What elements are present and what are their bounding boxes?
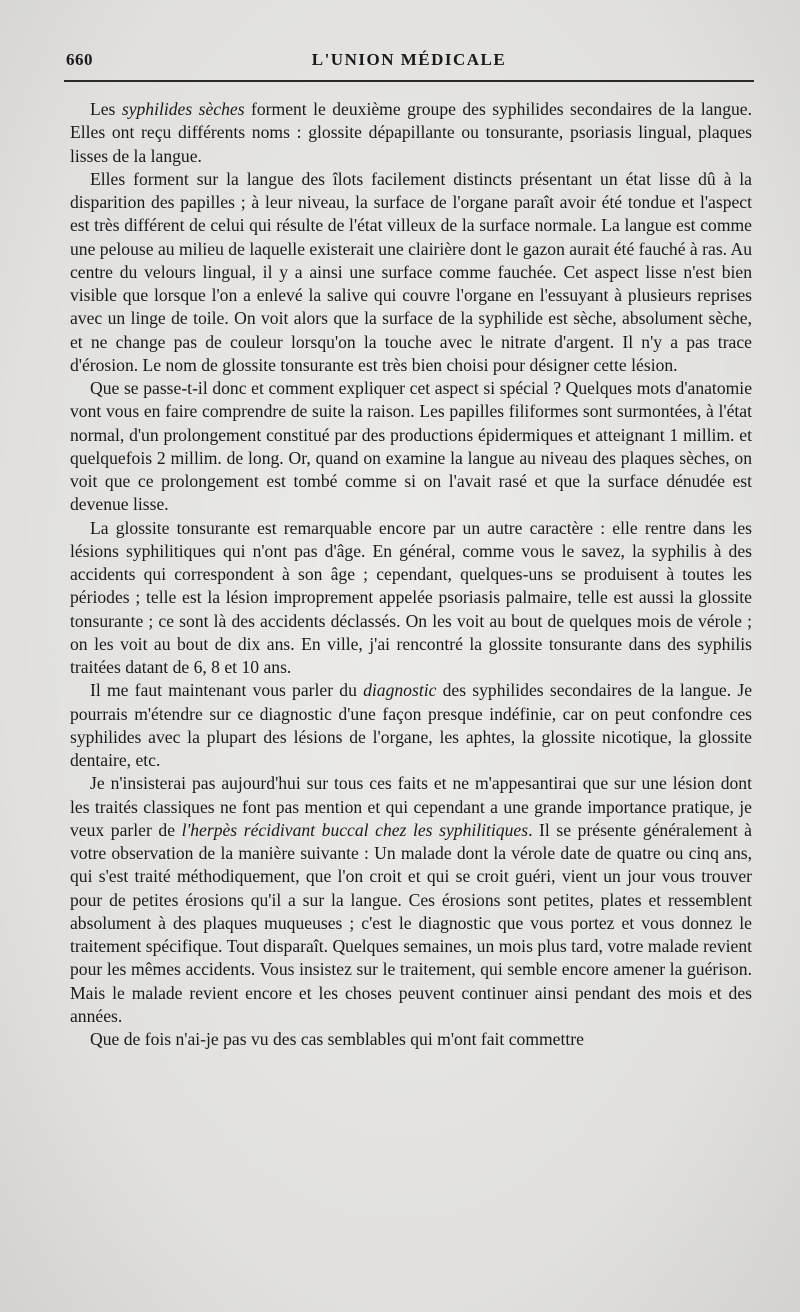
page-header bbox=[66, 50, 752, 74]
body-text bbox=[70, 98, 752, 1051]
paragraph-4: La glossite tonsurante est remarquable encore par un autre caractère : elle rentre dans les lésions syphilitiques qui n'ont pas d'âge. En général, comme vous le savez, la syphilis à des accidents qui correspondent à son âge ; cependant, quelques-uns se produisent à toutes les périodes ; telle est la lésion improprement appelée psoriasis palmaire, telle est aussi la glossite tonsurante ; ce sont là des accidents déclassés. On les voit au bout de quelques mois de vérole ; on les voit au bout de dix ans. En ville, j'ai rencontré la glossite tonsurante dans des syphilis traitées datant de 6, 8 et 10 ans. bbox=[70, 517, 752, 677]
header-rule bbox=[64, 80, 754, 82]
paragraph-5: Il me faut maintenant vous parler du diagnostic des syphilides secondaires de la langue. Je pourrais m'étendre sur ce diagnostic d'une façon presque indéfinie, car on peut confondre ces syphilides avec la plupart des lésions de l'organe, les aphtes, la glossite nicotique, la glossite dentaire, etc. bbox=[70, 680, 753, 770]
emphasis-diagnostic: diagnostic bbox=[363, 680, 437, 701]
page-number: 660 bbox=[66, 50, 93, 69]
paragraph-2: Elles forment sur la langue des îlots facilement distincts présentant un état lisse dû à la disparition des papilles ; à leur niveau, la surface de l'organe paraît avoir été tondue et l'aspect est très différent de celui qui résulte de l'état villeux de la surface normale. La langue est comme une pelouse au milieu de laquelle existerait une clairière dont le gazon aurait été fauché à ras. Au centre du velours lingual, il y a ainsi une surface comme fauchée. Cet aspect lisse n'est bien visible que lorsque l'on a enlevé la salive qui couvre l'organe en l'essuyant à plusieurs reprises avec un linge de toile. On voit alors que la surface de la syphilide est sèche, absolument sèche, et ne change pas de couleur lorsqu'on la touche avec le nitrate d'argent. Il n'y a pas trace d'érosion. Le nom de glossite tonsurante est très bien choisi pour désigner cette lésion. bbox=[70, 168, 752, 375]
running-title: L'UNION MÉDICALE bbox=[311, 50, 507, 69]
paragraph-6: Je n'insisterai pas aujourd'hui sur tous ces faits et ne m'appesantirai que sur une lésion dont les traités classiques ne font pas mention et qui cependant a une grande importance pratique, je veux parler de l'herpès récidivant buccal chez les syphilitiques. Il se présente généralement à votre observation de la manière suivante : Un malade dont la vérole date de quatre ou cinq ans, qui s'est traité méthodiquement, que l'on croit et qui se croit guéri, vient un jour vous trouver pour de petites érosions qu'il a sur la langue. Ces érosions sont petites, plates et ressemblent absolument à des plaques muqueuses ; c'est le diagnostic que vous portez et vous donnez le traitement spécifique. Tout disparaît. Quelques semaines, un mois plus tard, votre malade revient pour les mêmes accidents. Vous insistez sur le traitement, qui semble encore amener la guérison. Mais le malade revient encore et les choses peuvent continuer ainsi pendant des mois et des années. bbox=[70, 773, 752, 1026]
emphasis-syphilides-seches: syphilides sèches bbox=[121, 99, 245, 119]
paragraph-7: Que de fois n'ai-je pas vu des cas semblables qui m'ont fait commettre bbox=[90, 1029, 584, 1049]
paragraph-3: Que se passe-t-il donc et comment expliquer cet aspect si spécial ? Quelques mots d'anatomie vont vous en faire comprendre de suite la raison. Les papilles filiformes sont surmontées, à l'état normal, d'un prolongement constitué par des productions épidermiques et atteignant 1 millim. et quelquefois 2 millim. de long. Or, quand on examine la langue au niveau des plaques sèches, on voit que ce prolongement est tombé comme si on l'avait rasé et que la surface dénudée est devenue lisse. bbox=[70, 378, 752, 515]
paragraph-1: Les syphilides sèches forment le deuxième groupe des syphilides secondaires de la langue. Elles ont reçu différents noms : glossite dépapillante ou tonsurante, psoriasis lingual, plaques lisses de la langue. bbox=[70, 99, 752, 166]
emphasis-herpes-recidivant: l'herpès récidivant buccal chez les syphilitiques bbox=[181, 819, 529, 840]
